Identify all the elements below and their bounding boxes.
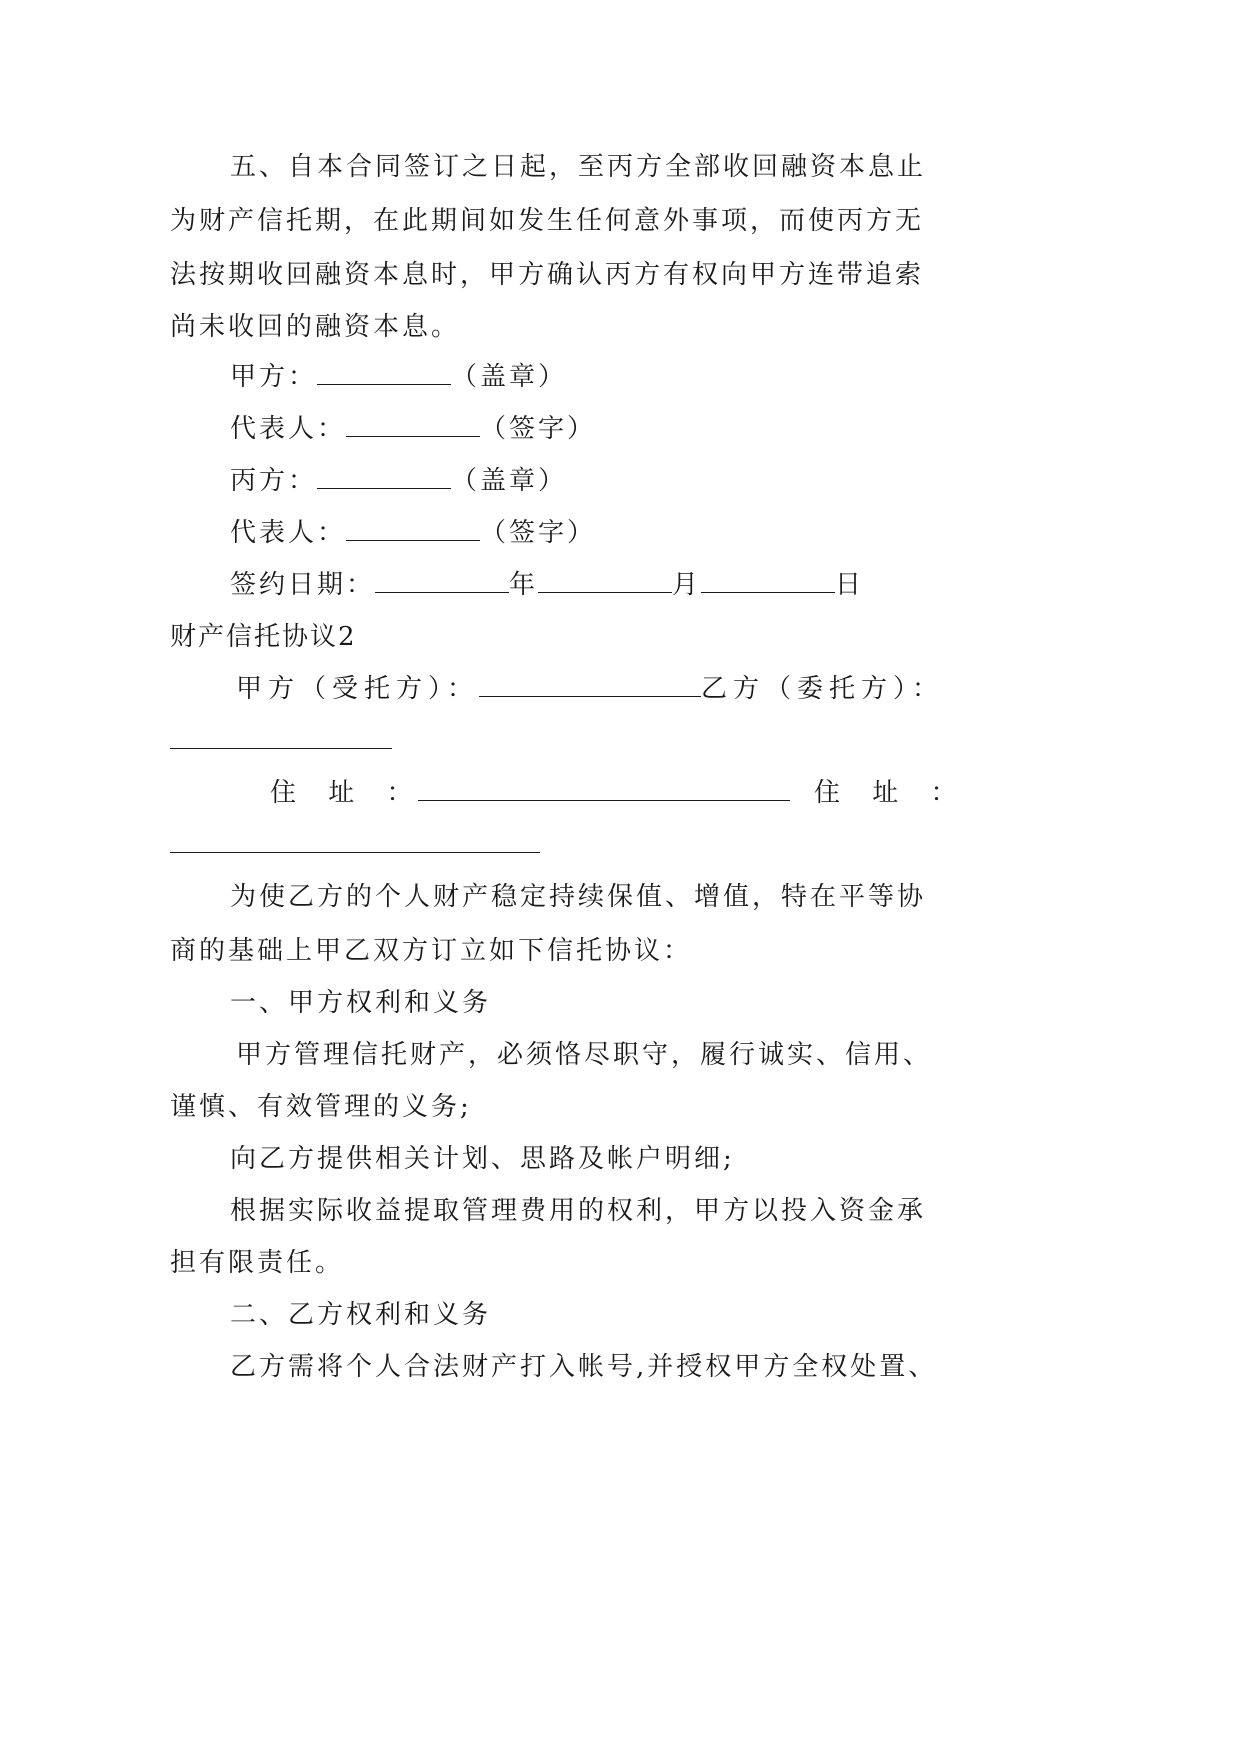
address-a-label: 住 址 ： (270, 778, 425, 808)
party-c-blank (317, 466, 451, 489)
representative-label: 代表人： (230, 414, 347, 444)
party-b-continuation (170, 724, 392, 758)
clause5-line-3: 法按期收回融资本息时，甲方确认丙方有权向甲方连带追索 (170, 260, 925, 290)
signature-label: （签字） (480, 414, 597, 444)
section-1-para-1-line-2: 谨慎、有效管理的义务; (170, 1092, 472, 1122)
parties-line (236, 672, 944, 706)
party-b-trustor-blank (170, 726, 392, 749)
section-2-heading: 二、乙方权利和义务 (230, 1300, 492, 1330)
section-1-para-2: 向乙方提供相关计划、思路及帐户明细; (230, 1144, 735, 1174)
party-a-seal-label: （盖章） (451, 362, 568, 392)
party-a-label: 甲方： (230, 362, 318, 392)
party-b-trustor-label: 乙方（委托方）： (701, 674, 945, 704)
month-blank (538, 570, 672, 593)
section-1-para-3-line-1: 根据实际收益提取管理费用的权利，甲方以投入资金承 (230, 1196, 927, 1226)
signing-date-line (230, 568, 864, 602)
representative-blank (346, 414, 480, 437)
representative-label: 代表人： (230, 518, 347, 548)
intro-line-2: 商的基础上甲乙双方订立如下信托协议： (170, 936, 693, 966)
day-label: 日 (835, 570, 865, 600)
signature-label: （签字） (480, 518, 597, 548)
party-a-trustee-blank (479, 674, 701, 697)
party-c-label: 丙方： (230, 466, 318, 496)
party-c-signature-line (230, 464, 567, 498)
year-label: 年 (509, 570, 539, 600)
party-c-seal-label: （盖章） (451, 466, 568, 496)
party-a-blank (317, 362, 451, 385)
address-b-continuation (170, 828, 540, 862)
agreement-title: 财产信托协议2 (170, 622, 357, 652)
party-a-representative-line (230, 412, 596, 446)
year-blank (375, 570, 509, 593)
section-1-heading: 一、甲方权利和义务 (230, 988, 492, 1018)
party-c-representative-line (230, 516, 596, 550)
section-1-para-3-line-2: 担有限责任。 (170, 1248, 345, 1278)
party-a-trustee-label: 甲方（受托方）： (236, 674, 480, 704)
representative-blank (346, 518, 480, 541)
address-a-blank-wrap (418, 776, 790, 810)
clause5-line-2: 为财产信托期，在此期间如发生任何意外事项，而使丙方无 (170, 206, 925, 236)
address-a-blank (418, 778, 790, 801)
section-1-para-1-line-1: 甲方管理信托财产，必须恪尽职守，履行诚实、信用、 (236, 1040, 933, 1070)
clause5-line-4: 尚未收回的融资本息。 (170, 312, 461, 342)
section-2-para-1-line-1: 乙方需将个人合法财产打入帐号,并授权甲方全权处置、 (230, 1352, 938, 1382)
signing-date-label: 签约日期： (230, 570, 376, 600)
month-label: 月 (672, 570, 702, 600)
address-b-blank (170, 830, 540, 853)
address-b-label: 住 址 ： (814, 778, 969, 808)
day-blank (701, 570, 835, 593)
clause5-line-1: 五、自本合同签订之日起，至丙方全部收回融资本息止 (230, 152, 927, 182)
party-a-signature-line (230, 360, 567, 394)
intro-line-1: 为使乙方的个人财产稳定持续保值、增值，特在平等协 (230, 882, 927, 912)
